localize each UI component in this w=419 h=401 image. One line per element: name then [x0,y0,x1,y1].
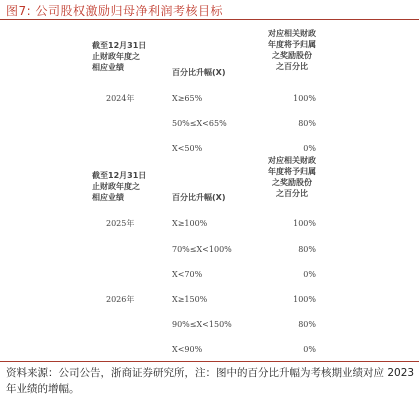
section2-header-mid: 百分比升幅(X) [172,193,226,202]
condition-cell: X≥65% [172,94,203,103]
top-divider [0,19,419,20]
percent-cell: 80% [298,119,316,128]
condition-cell: X≥150% [172,295,208,304]
header-line: 年度将予归属 [268,40,316,49]
condition-cell: 70%≤X<100% [172,245,232,254]
header-line: 之百分比 [276,189,308,198]
section1-header-right [262,28,322,72]
header-line: 相应业绩 [92,63,124,72]
header-line: 之奖励股份 [272,178,312,187]
percent-cell: 80% [298,245,316,254]
section2-header-left [92,170,146,203]
percent-cell: 80% [298,320,316,329]
condition-cell: X<50% [172,144,203,153]
percent-cell: 0% [303,270,316,279]
percent-cell: 0% [303,345,316,354]
header-line: 之奖励股份 [272,51,312,60]
header-line: 截至12月31日 [92,41,147,50]
bottom-divider [0,361,419,362]
condition-cell: 50%≤X<65% [172,119,227,128]
percent-cell: 100% [293,94,316,103]
percent-cell: 100% [293,295,316,304]
year-cell: 2024年 [106,94,135,103]
header-line: 对应相关财政 [268,29,316,38]
section1-header-left [92,40,146,73]
figure-title: 图7: 公司股权激励归母净利润考核目标 [6,4,223,18]
header-line: 对应相关财政 [268,156,316,165]
section1-header-mid: 百分比升幅(X) [172,68,226,77]
header-line: 年度将予归属 [268,167,316,176]
header-line: 止财政年度之 [92,182,140,191]
header-line: 截至12月31日 [92,171,147,180]
section2-header-right [262,155,322,199]
percent-cell: 100% [293,219,316,228]
condition-cell: 90%≤X<150% [172,320,232,329]
condition-cell: X<90% [172,345,203,354]
condition-cell: X≥100% [172,219,208,228]
condition-cell: X<70% [172,270,203,279]
year-cell: 2025年 [106,219,135,228]
header-line: 止财政年度之 [92,52,140,61]
source-note: 资料来源：公司公告，浙商证券研究所，注：图中的百分比升幅为考核期业绩对应 2023 年业绩的增幅。 [6,367,415,395]
percent-cell: 0% [303,144,316,153]
header-line: 相应业绩 [92,193,124,202]
header-line: 之百分比 [276,62,308,71]
year-cell: 2026年 [106,295,135,304]
